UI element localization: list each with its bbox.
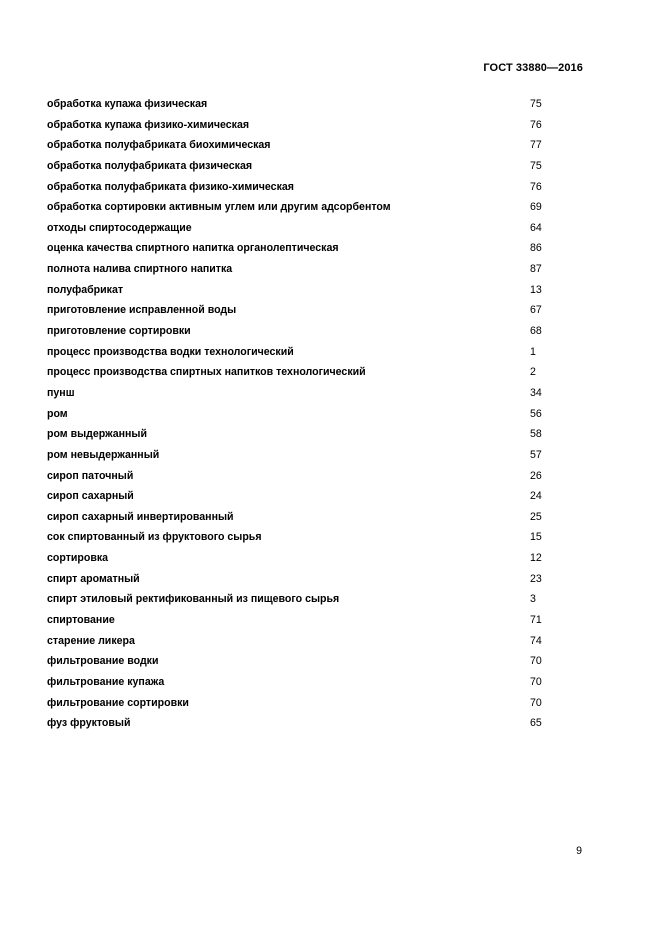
index-term-number: 15	[530, 531, 542, 544]
index-term: ром	[47, 407, 68, 420]
index-term: фильтрование купажа	[47, 675, 165, 688]
index-term-number: 56	[530, 407, 542, 420]
index-row	[47, 303, 607, 324]
index-term-number: 1	[530, 345, 536, 358]
index-term-number: 70	[530, 675, 542, 688]
index-term-number: 26	[530, 469, 542, 482]
index-term: пунш	[47, 386, 75, 399]
index-row	[47, 675, 607, 696]
index-term: спирт этиловый ректификованный из пищевого сырья	[47, 593, 340, 606]
index-term-number: 24	[530, 490, 542, 503]
index-row	[47, 530, 607, 551]
index-term-number: 34	[530, 386, 542, 399]
index-term-number: 2	[530, 366, 536, 379]
index-term-number: 68	[530, 325, 542, 338]
index-term: полнота налива спиртного напитка	[47, 263, 233, 276]
index-row	[47, 696, 607, 717]
index-term: старение ликера	[47, 634, 135, 647]
index-term: фуз фруктовый	[47, 717, 131, 730]
index-row	[47, 159, 607, 180]
index-term: фильтрование водки	[47, 655, 159, 668]
index-term-number: 3	[530, 593, 536, 606]
index-row	[47, 386, 607, 407]
index-row	[47, 97, 607, 118]
index-row	[47, 118, 607, 139]
index-term-number: 87	[530, 263, 542, 276]
index-row	[47, 551, 607, 572]
index-term: процесс производства спиртных напитков технологический	[47, 366, 366, 379]
index-term: приготовление исправленной воды	[47, 304, 237, 317]
index-row	[47, 283, 607, 304]
index-term-number: 65	[530, 717, 542, 730]
index-term-number: 77	[530, 139, 542, 152]
index-row	[47, 654, 607, 675]
index-term-number: 67	[530, 304, 542, 317]
index-row	[47, 221, 607, 242]
index-term: ром выдержанный	[47, 428, 147, 441]
index-row	[47, 324, 607, 345]
index-term-number: 25	[530, 510, 542, 523]
index-term-number: 23	[530, 572, 542, 585]
index-term: сироп сахарный	[47, 490, 134, 503]
index-term: сок спиртованный из фруктового сырья	[47, 531, 262, 544]
index-row	[47, 613, 607, 634]
document-code: ГОСТ 33880—2016	[483, 62, 583, 74]
index-term: обработка полуфабриката физическая	[47, 159, 253, 172]
index-row	[47, 407, 607, 428]
index-term-number: 13	[530, 283, 542, 296]
index-term-number: 75	[530, 159, 542, 172]
index-term: обработка полуфабриката физико-химическая	[47, 180, 294, 193]
index-row	[47, 345, 607, 366]
index-term-number: 70	[530, 655, 542, 668]
index-term: ром невыдержанный	[47, 448, 160, 461]
index-term-number: 64	[530, 221, 542, 234]
index-term: обработка полуфабриката биохимическая	[47, 139, 271, 152]
index-row	[47, 241, 607, 262]
index-row	[47, 469, 607, 490]
index-row	[47, 572, 607, 593]
index-term-number: 76	[530, 118, 542, 131]
index-term-number: 70	[530, 696, 542, 709]
index-row	[47, 448, 607, 469]
index-term: приготовление сортировки	[47, 325, 191, 338]
index-row	[47, 262, 607, 283]
index-term: спиртование	[47, 614, 115, 627]
index-term: фильтрование сортировки	[47, 696, 189, 709]
index-row	[47, 180, 607, 201]
index-term-number: 69	[530, 201, 542, 214]
index-row	[47, 592, 607, 613]
index-term: отходы спиртосодержащие	[47, 221, 192, 234]
index-term-number: 75	[530, 98, 542, 110]
index-term: обработка сортировки активным углем или другим адсорбентом	[47, 201, 391, 214]
index-term: спирт ароматный	[47, 572, 140, 585]
index-term-number: 58	[530, 428, 542, 441]
index-term-number: 71	[530, 614, 542, 627]
index-row	[47, 427, 607, 448]
index-term-number: 74	[530, 634, 542, 647]
index-term-number: 86	[530, 242, 542, 255]
index-row	[47, 138, 607, 159]
page-number: 9	[576, 845, 582, 857]
index-row	[47, 634, 607, 655]
index-row	[47, 510, 607, 531]
term-index-list	[47, 97, 607, 737]
index-term: сортировка	[47, 552, 109, 565]
index-term: оценка качества спиртного напитка органолептическая	[47, 242, 339, 255]
index-row	[47, 716, 607, 737]
index-term: обработка купажа физическая	[47, 98, 208, 110]
index-term: полуфабрикат	[47, 283, 124, 296]
index-term-number: 12	[530, 552, 542, 565]
index-term: сироп сахарный инвертированный	[47, 510, 234, 523]
index-row	[47, 489, 607, 510]
index-row	[47, 365, 607, 386]
index-row	[47, 200, 607, 221]
index-term: процесс производства водки технологический	[47, 345, 294, 358]
index-term: сироп паточный	[47, 469, 134, 482]
index-term-number: 76	[530, 180, 542, 193]
index-term: обработка купажа физико-химическая	[47, 118, 250, 131]
index-term-number: 57	[530, 448, 542, 461]
